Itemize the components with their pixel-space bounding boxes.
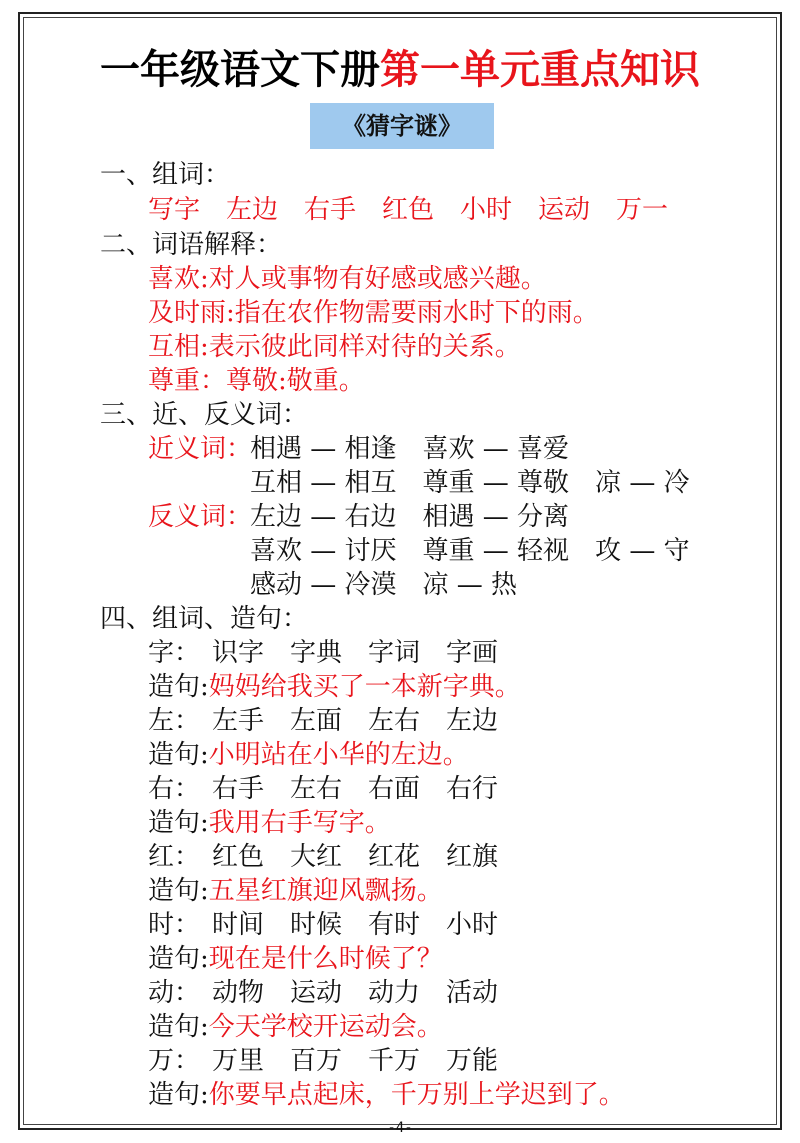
sentence-text: 妈妈给我买了一本新字典。 xyxy=(208,672,521,702)
sentence-label: 造句: xyxy=(148,1012,209,1042)
page-number: -4- xyxy=(387,1120,413,1136)
char-words: 万里 百万 千万 万能 xyxy=(212,1046,499,1076)
example-sentence xyxy=(148,738,469,772)
definition-item: 互相:表示彼此同样对待的关系。 xyxy=(148,332,521,362)
synonym-line: 互相 — 相互 尊重 — 尊敬 凉 — 冷 xyxy=(250,468,690,498)
example-sentence xyxy=(148,942,443,976)
antonym-line: 左边 — 右边 相遇 — 分离 xyxy=(250,502,570,532)
sentence-text: 我用右手写字。 xyxy=(208,808,391,838)
synonym-line: 相遇 — 相逢 喜欢 — 喜爱 xyxy=(250,434,570,464)
sentence-label: 造句: xyxy=(148,876,209,906)
char-words: 右手 左右 右面 右行 xyxy=(212,774,499,804)
sentence-label: 造句: xyxy=(148,944,209,974)
definition-item: 喜欢:对人或事物有好感或感兴趣。 xyxy=(148,264,547,294)
synonym-label: 近义词： xyxy=(148,434,253,464)
section3-heading: 三、近、反义词： xyxy=(100,400,309,430)
title-part-red: 第一单元重点知识 xyxy=(380,47,700,93)
char-words: 左手 左面 左右 左边 xyxy=(212,706,499,736)
sentence-label: 造句: xyxy=(148,672,209,702)
sentence-text: 现在是什么时候了？ xyxy=(208,944,443,974)
section2-heading: 二、词语解释： xyxy=(100,230,283,260)
example-sentence xyxy=(148,670,521,704)
char-label: 动： xyxy=(148,978,201,1008)
lesson-banner: 《猜字谜》 xyxy=(310,103,494,149)
sentence-label: 造句: xyxy=(148,740,209,770)
example-sentence xyxy=(148,1078,625,1112)
char-label: 红： xyxy=(148,842,201,872)
example-sentence xyxy=(148,1010,443,1044)
char-words: 红色 大红 红花 红旗 xyxy=(212,842,499,872)
definition-item: 尊重：尊敬:敬重。 xyxy=(148,366,365,396)
definition-item: 及时雨:指在农作物需要雨水时下的雨。 xyxy=(148,298,599,328)
sentence-text: 今天学校开运动会。 xyxy=(208,1012,443,1042)
sentence-text: 小明站在小华的左边。 xyxy=(208,740,469,770)
char-label: 时： xyxy=(148,910,201,940)
antonym-line: 感动 — 冷漠 凉 — 热 xyxy=(250,570,518,600)
char-words: 识字 字典 字词 字画 xyxy=(212,638,499,668)
sentence-label: 造句: xyxy=(148,808,209,838)
char-label: 右： xyxy=(148,774,201,804)
char-words: 动物 运动 动力 活动 xyxy=(212,978,499,1008)
sentence-text: 你要早点起床，千万别上学迟到了。 xyxy=(208,1080,625,1110)
example-sentence xyxy=(148,874,443,908)
example-sentence xyxy=(148,806,391,840)
sentence-label: 造句: xyxy=(148,1080,209,1110)
page-title xyxy=(0,44,800,96)
antonym-line: 喜欢 — 讨厌 尊重 — 轻视 攻 — 守 xyxy=(250,536,690,566)
char-label: 字： xyxy=(148,638,201,668)
char-label: 左： xyxy=(148,706,201,736)
section1-heading: 一、组词： xyxy=(100,160,231,190)
section4-heading: 四、组词、造句： xyxy=(100,604,309,634)
char-label: 万： xyxy=(148,1046,201,1076)
section1-words: 写字 左边 右手 红色 小时 运动 万一 xyxy=(148,195,669,225)
antonym-label: 反义词： xyxy=(148,502,253,532)
sentence-text: 五星红旗迎风飘扬。 xyxy=(208,876,443,906)
title-part-black: 一年级语文下册 xyxy=(100,47,380,93)
char-words: 时间 时候 有时 小时 xyxy=(212,910,499,940)
